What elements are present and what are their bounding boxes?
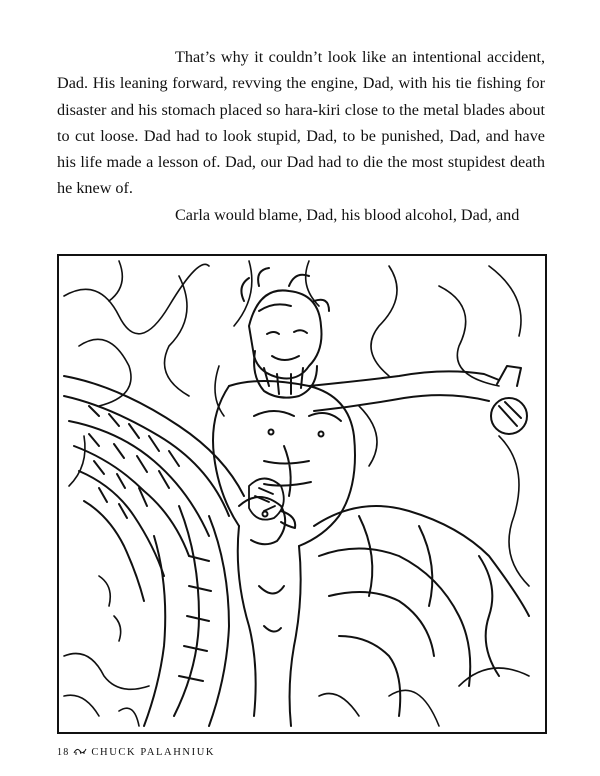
- leaf-ornament-icon: [73, 746, 87, 759]
- prometheus-eagle-illustration-icon: [59, 256, 544, 731]
- body-text: [57, 44, 545, 228]
- running-head: CHUCK PALAHNIUK: [91, 746, 216, 758]
- paragraph-2: Carla would blame, Dad, his blood alcohol, Dad, and: [175, 205, 520, 224]
- illustration-frame: [57, 254, 547, 734]
- page-footer: [57, 742, 215, 762]
- page-number: 18: [57, 746, 70, 758]
- paragraph-1: That’s why it couldn’t look like an intentional accident, Dad. His leaning forward, revving the engine, Dad, with his tie fishing for disaster and his stomach placed so hara-kiri close to the metal blades about to cut loose. Dad had to look stupid, Dad, to be punished, Dad, and have his life made a lesson of. Dad, our Dad had to die the most stupidest death he knew of.: [57, 48, 545, 198]
